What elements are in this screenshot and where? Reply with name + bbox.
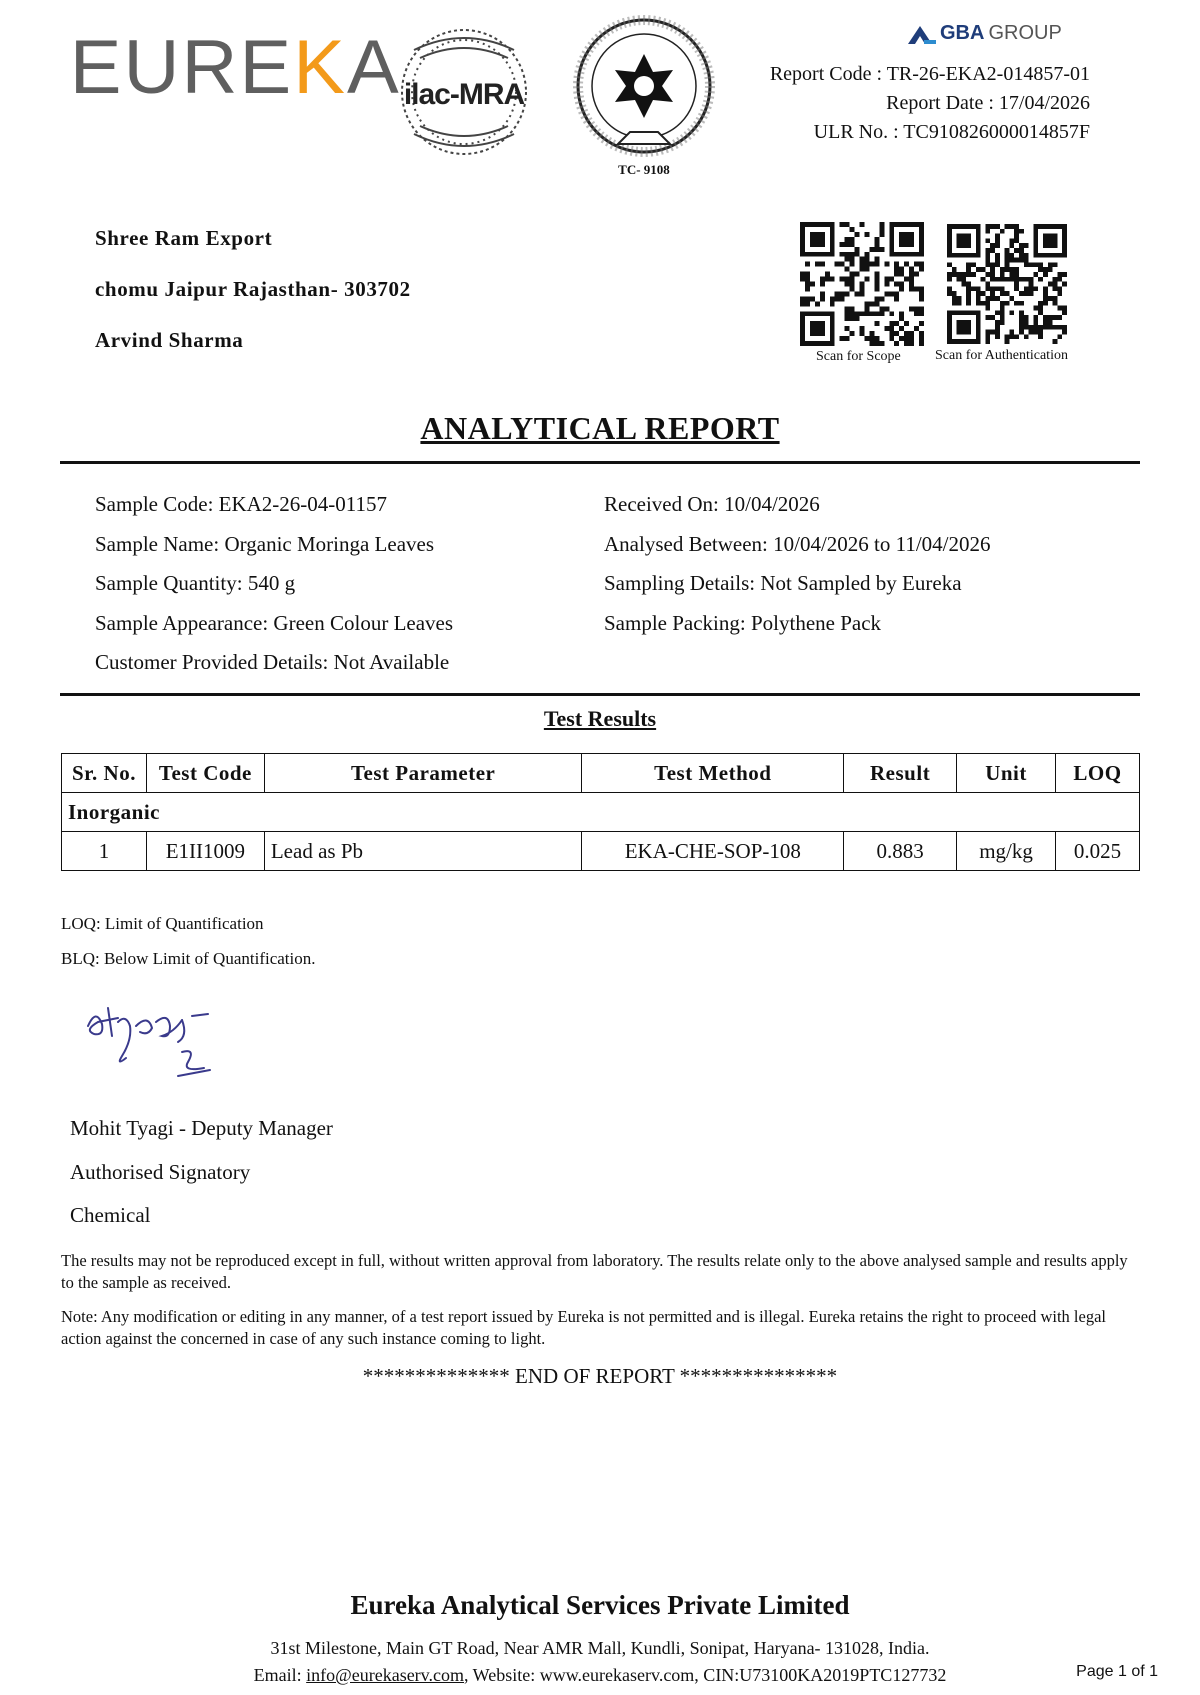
sample-info-left (95, 485, 453, 683)
table-row (62, 832, 1140, 871)
sampling-details: Sampling Details: Not Sampled by Eureka (604, 571, 962, 595)
results-table (61, 753, 1140, 871)
abbreviation-notes (61, 906, 316, 976)
gba-mountain-icon (908, 24, 936, 44)
email-link[interactable]: info@eurekaserv.com (306, 1665, 464, 1685)
eureka-logo: EUREKA (69, 25, 401, 110)
signatory-name: Mohit Tyagi - Deputy Manager (70, 1116, 333, 1140)
scope-qr-code[interactable] (800, 222, 924, 346)
sample-name: Sample Name: Organic Moringa Leaves (95, 531, 435, 556)
nabl-code: TC- 9108 (618, 162, 670, 177)
cell-test-code: E1II1009 (146, 832, 264, 871)
cell-sr-no: 1 (62, 832, 147, 871)
ulr-number: ULR No. : TC910826000014857F (813, 121, 1090, 143)
sample-info-right (604, 485, 991, 643)
column-header: LOQ (1056, 754, 1140, 793)
company-contact: Email: info@eurekaserv.com, Website: www.eurekaserv.com, CIN:U73100KA2019PTC127732 (253, 1665, 947, 1685)
analysed-between: Analysed Between: 10/04/2026 to 11/04/2026 (604, 531, 991, 556)
sample-packing: Sample Packing: Polythene Pack (604, 610, 882, 635)
ilac-mra-seal-icon (398, 22, 530, 162)
company-address: 31st Milestone, Main GT Road, Near AMR Mall, Kundli, Sonipat, Haryana- 131028, India. (270, 1638, 930, 1658)
company-address-block (0, 1635, 1200, 1689)
column-header: Test Code (146, 754, 264, 793)
client-block (95, 226, 411, 379)
company-name: Eureka Analytical Services Private Limited (350, 1590, 850, 1620)
authentication-qr-code[interactable] (947, 224, 1067, 344)
end-of-report: ************** END OF REPORT *************** (362, 1364, 838, 1388)
sample-quantity: Sample Quantity: 540 g (95, 571, 296, 595)
modification-note: Note: Any modification or editing in any manner, of a test report issued by Eureka is not permitted and is illegal. Eureka retains the right to proceed with legal action against the concerned in case of any such instance coming to light. (61, 1307, 1106, 1348)
ilac-mra-text: ilac-MRA (403, 78, 525, 111)
scope-qr-caption: Scan for Scope (816, 349, 901, 364)
report-meta (770, 60, 1090, 147)
cell-unit: mg/kg (957, 832, 1056, 871)
column-header: Unit (957, 754, 1056, 793)
report-date: Report Date : 17/04/2026 (886, 92, 1090, 114)
client-address: chomu Jaipur Rajasthan- 303702 (95, 277, 411, 301)
table-header-row (62, 754, 1140, 793)
customer-details: Customer Provided Details: Not Available (95, 650, 450, 674)
signatory-role: Authorised Signatory (70, 1159, 251, 1184)
client-name: Shree Ram Export (95, 226, 273, 250)
divider (60, 693, 1140, 696)
sample-appearance: Sample Appearance: Green Colour Leaves (95, 610, 454, 635)
cell-loq: 0.025 (1056, 832, 1140, 871)
sample-code: Sample Code: EKA2-26-04-01157 (95, 492, 388, 516)
cell-result: 0.883 (844, 832, 957, 871)
gba-group-logo: GBA GROUP (908, 22, 1062, 45)
signatory-department: Chemical (70, 1203, 151, 1227)
column-header: Sr. No. (62, 754, 147, 793)
authentication-qr-caption: Scan for Authentication (935, 348, 1068, 363)
reproduction-disclaimer: The results may not be reproduced except in full, without written approval from laboratory. The results relate only to the above analysed sample and results apply to the sample as received. (61, 1251, 1128, 1292)
report-title: ANALYTICAL REPORT (420, 410, 780, 446)
blq-note: BLQ: Below Limit of Quantification. (61, 949, 316, 968)
signatory-block (70, 1107, 333, 1238)
group-label: Inorganic (62, 793, 1140, 832)
test-results-heading: Test Results (543, 706, 657, 731)
group-row (62, 793, 1140, 832)
column-header: Test Method (582, 754, 844, 793)
client-contact: Arvind Sharma (95, 328, 244, 352)
cell-test-method: EKA-CHE-SOP-108 (582, 832, 844, 871)
loq-note: LOQ: Limit of Quantification (61, 914, 264, 933)
handwritten-signature (78, 996, 228, 1091)
cell-test-parameter: Lead as Pb (264, 832, 582, 871)
report-code: Report Code : TR-26-EKA2-014857-01 (769, 63, 1090, 85)
received-on: Received On: 10/04/2026 (604, 492, 820, 516)
nabl-seal-icon (570, 14, 718, 180)
column-header: Test Parameter (264, 754, 582, 793)
column-header: Result (844, 754, 957, 793)
page-number: Page 1 of 1 (1076, 1663, 1158, 1680)
divider (60, 461, 1140, 464)
